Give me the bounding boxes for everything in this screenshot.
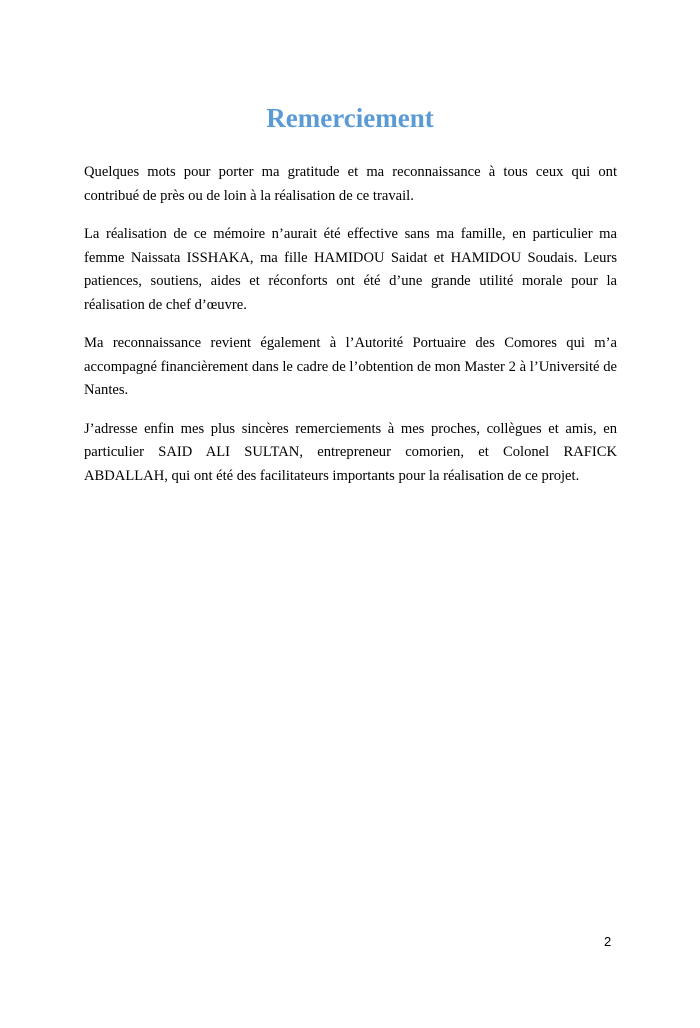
paragraph-family: La réalisation de ce mémoire n’aurait été effective sans ma famille, en particulier ma femme Naissata ISSHAKA, ma fille HAMIDOU Saidat et HAMIDOU Soudais. Leurs patiences, soutiens, aides et réconforts ont été d’une grande utilité morale pour la réalisation de chef d’œuvre. bbox=[84, 226, 617, 313]
paragraph-friends: J’adresse enfin mes plus sincères remerciements à mes proches, collègues et amis, en particulier SAID ALI SULTAN, entrepreneur comorien, et Colonel RAFICK ABDALLAH, qui ont été des facilitateurs importants pour la réalisation de ce projet. bbox=[84, 420, 617, 484]
paragraph-port-authority: Ma reconnaissance revient également à l’Autorité Portuaire des Comores qui m’a accompagné financièrement dans le cadre de l’obtention de mon Master 2 à l’Université de Nantes. bbox=[84, 335, 617, 398]
page-title: Remerciement bbox=[266, 103, 434, 133]
page-number: 2 bbox=[604, 934, 612, 949]
paragraph-gratitude: Quelques mots pour porter ma gratitude et ma reconnaissance à tous ceux qui ont contribué de près ou de loin à la réalisation de ce travail. bbox=[84, 164, 617, 204]
body-text bbox=[84, 161, 617, 503]
